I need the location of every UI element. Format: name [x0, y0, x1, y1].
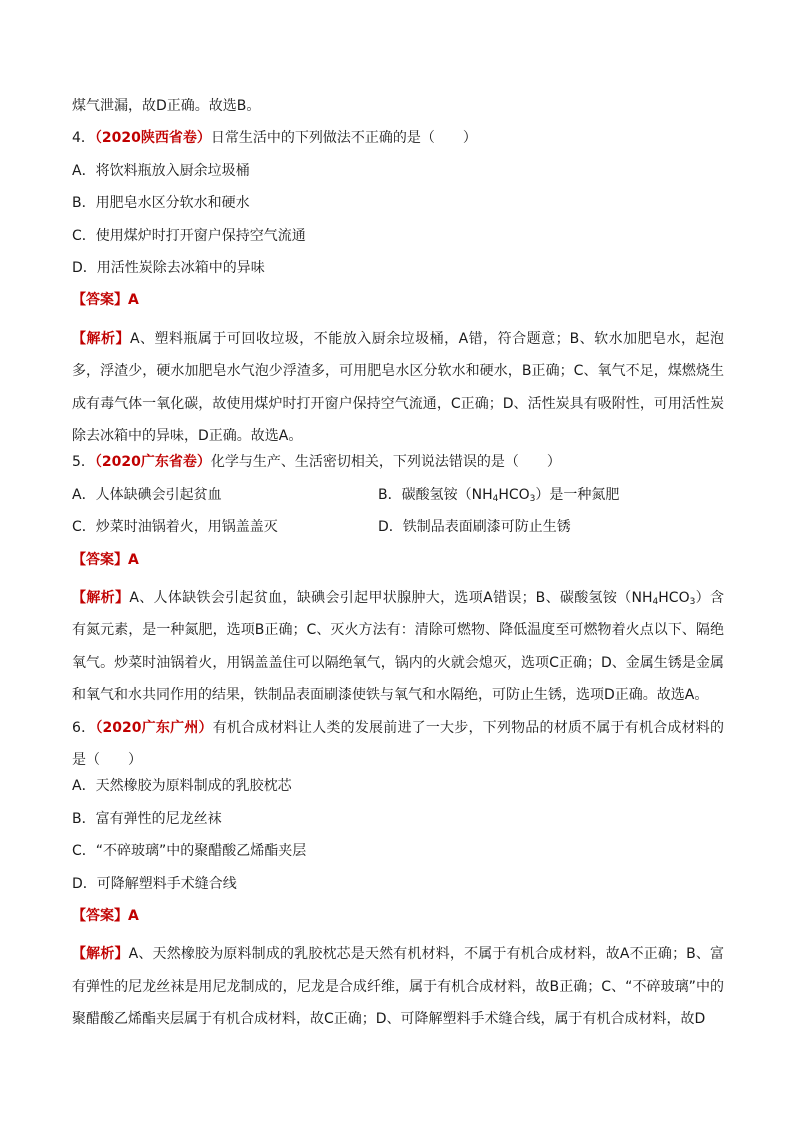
question-number: 4． — [72, 130, 95, 147]
analysis-text: A、人体缺铁会引起贫血，缺碘会引起甲状腺肿大，选项A错误；B、碳酸氢铵（NH — [129, 589, 653, 606]
answer-tag: 【答案】 — [72, 292, 128, 309]
answer-tag: 【答案】 — [72, 551, 128, 568]
analysis-tag: 【解析】 — [72, 330, 130, 347]
question-5-option-c: C．炒菜时油锅着火，用锅盖盖灭 — [72, 519, 278, 536]
question-6-stem — [72, 712, 724, 777]
question-4-option-d: D．用活性炭除去冰箱中的异味 — [72, 259, 265, 276]
subscript: 4 — [492, 493, 499, 504]
question-5-options-row-2 — [72, 517, 724, 549]
answer-value: A — [128, 551, 139, 568]
question-source: （2020广东广州） — [95, 719, 213, 736]
subscript: 3 — [689, 596, 696, 607]
question-5-option-d: D．铁制品表面刷漆可防止生锈 — [378, 519, 571, 536]
answer-value: A — [128, 292, 139, 309]
document-page — [72, 96, 724, 1036]
question-4-stem — [72, 128, 724, 160]
question-6-analysis — [72, 938, 724, 1035]
question-6-option-b: B．富有弹性的尼龙丝袜 — [72, 810, 222, 827]
question-number: 5． — [72, 454, 95, 471]
question-source: （2020陕西省卷） — [94, 130, 211, 147]
analysis-text: HCO — [658, 589, 690, 606]
previous-analysis-tail: 煤气泄漏，故D正确。故选B。 — [72, 98, 261, 114]
option-text: ）是一种氮肥 — [535, 486, 620, 503]
subscript: 3 — [529, 493, 536, 504]
analysis-text: A、塑料瓶属于可回收垃圾，不能放入厨余垃圾桶，A错，符合题意；B、软水加肥皂水，起泡多，浮渣少，硬水加肥皂水气泡少浮渣多，可用肥皂水区分软水和硬水，B正确；C、氧气不足，煤燃烧生成有毒气体一氧化碳，故使用煤炉时打开窗户保持空气流通，C正确；D、活性炭具有吸附性，可用活性炭除去冰箱中的异味，D正确。故选A。 — [72, 330, 724, 444]
analysis-text: ）含有氮元素，是一种氮肥，选项B正确；C、灭火方法有：清除可燃物、降低温度至可燃物着火点以下、隔绝氧气。炒菜时油锅着火，用锅盖盖住可以隔绝氧气，锅内的火就会熄灭，选项C正确；D、金属生锈是金属和氧气和水共同作用的结果，铁制品表面刷漆使铁与氧气和水隔绝，可防止生锈，选项D正确。故选A。 — [72, 589, 724, 704]
question-5-stem — [72, 452, 724, 484]
answer-tag: 【答案】 — [72, 907, 128, 924]
question-4-option-c: C．使用煤炉时打开窗户保持空气流通 — [72, 227, 306, 244]
question-source: （2020广东省卷） — [94, 454, 211, 471]
question-4-option-a: A．将饮料瓶放入厨余垃圾桶 — [72, 162, 250, 179]
question-5-analysis — [72, 582, 724, 712]
question-text: 化学与生产、生活密切相关，下列说法错误的是（ ） — [210, 454, 561, 471]
question-6-option-d: D．可降解塑料手术缝合线 — [72, 875, 237, 892]
analysis-tag: 【解析】 — [72, 946, 129, 963]
subscript: 4 — [652, 596, 659, 607]
question-4-option-b: B．用肥皂水区分软水和硬水 — [72, 195, 250, 212]
question-number: 6． — [72, 719, 96, 736]
question-5-answer — [72, 550, 724, 582]
answer-value: A — [128, 907, 139, 924]
question-text: 有机合成材料让人类的发展前进了一大步，下列物品的材质不属于有机合成材料的是（ ） — [72, 719, 724, 768]
question-5-option-a: A．人体缺碘会引起贫血 — [72, 486, 222, 503]
option-text: B．碳酸氢铵（NH — [378, 486, 493, 503]
question-4-analysis — [72, 323, 724, 453]
option-text: HCO — [498, 486, 530, 503]
question-6-option-c: C．“不碎玻璃”中的聚醋酸乙烯酯夹层 — [72, 843, 307, 860]
question-5-option-b — [378, 485, 724, 517]
question-text: 日常生活中的下列做法不正确的是（ ） — [210, 130, 477, 147]
question-6-answer — [72, 906, 724, 938]
question-6-option-a: A．天然橡胶为原料制成的乳胶枕芯 — [72, 778, 292, 795]
analysis-text: A、天然橡胶为原料制成的乳胶枕芯是天然有机材料，不属于有机合成材料，故A不正确；B、富有弹性的尼龙丝袜是用尼龙制成的，尼龙是合成纤维，属于有机合成材料，故B正确；C、“不碎玻璃”中的聚醋酸乙烯酯夹层属于有机合成材料，故C正确；D、可降解塑料手术缝合线，属于有机合成材料，故D — [72, 946, 725, 1028]
question-5-options-row-1 — [72, 485, 724, 517]
analysis-tag: 【解析】 — [72, 589, 130, 606]
question-4-answer — [72, 290, 724, 322]
